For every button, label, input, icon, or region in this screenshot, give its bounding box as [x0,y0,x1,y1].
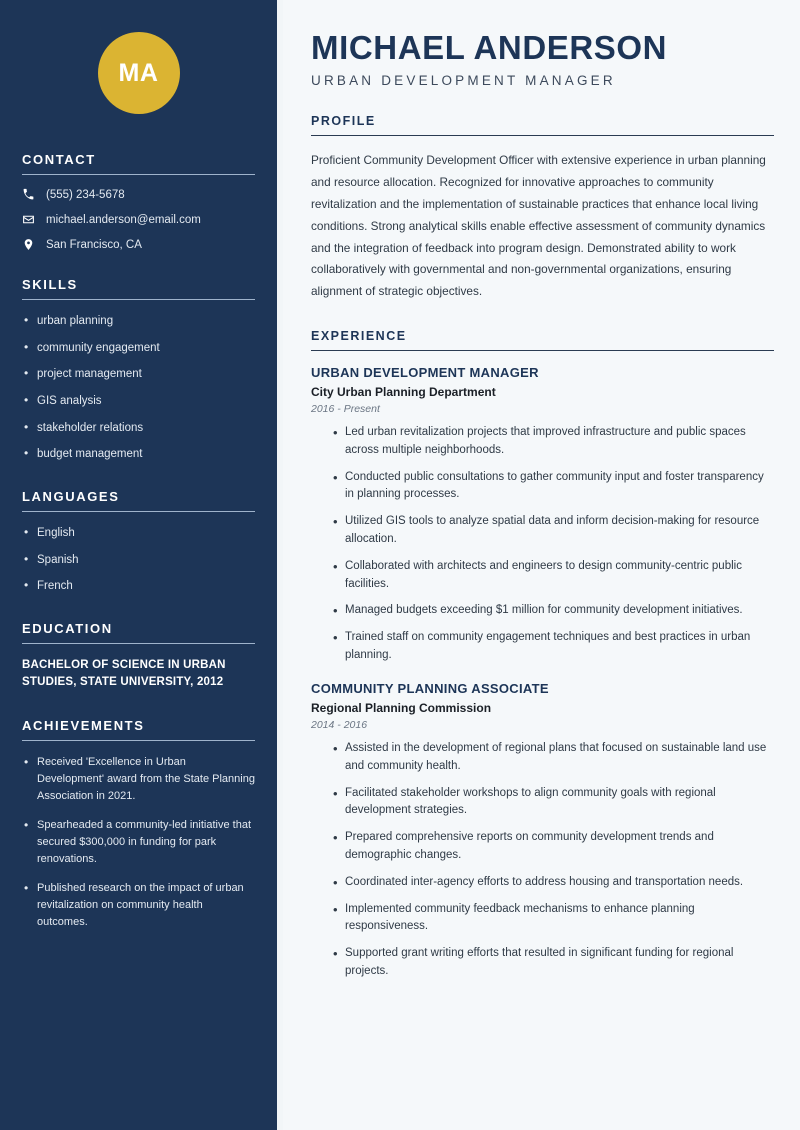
list-item: • stakeholder relations [22,420,255,437]
achievements-heading: ACHIEVEMENTS [22,717,145,733]
list-item: • community engagement [22,340,255,357]
avatar: MA [98,32,180,114]
section-profile [311,114,774,303]
experience-company: City Urban Planning Department [311,384,496,399]
sidebar-section-education [22,621,255,692]
list-item: • Spanish [22,552,255,569]
list-item: • Received 'Excellence in Urban Development' award from the State Planning Association in 2021. [22,754,255,805]
education-degree: BACHELOR OF SCIENCE IN URBAN STUDIES, STATE UNIVERSITY, 2012 [22,659,226,689]
education-divider [22,643,255,644]
list-item: • GIS analysis [22,393,255,410]
list-item: • Assisted in the development of regional plans that focused on sustainable land use and community health. [333,740,774,776]
sidebar-section-languages [22,489,255,595]
contact-heading: CONTACT [22,152,96,167]
skills-divider [22,299,255,300]
list-item: • Collaborated with architects and engineers to design community-centric public facilities. [333,558,774,594]
list-item: • Led urban revitalization projects that improved infrastructure and public spaces across multiple neighborhoods. [333,424,774,460]
sidebar [0,0,277,1130]
list-item: • project management [22,366,255,383]
list-item: • Supported grant writing efforts that resulted in significant funding for regional projects. [333,945,774,981]
experience-entry [311,365,774,665]
list-item: • Coordinated inter-agency efforts to address housing and transportation needs. [333,874,774,892]
achievements-list [22,754,255,931]
experience-company: Regional Planning Commission [311,700,492,715]
map-pin-icon [22,238,35,251]
experience-role: URBAN DEVELOPMENT MANAGER [311,364,539,380]
contact-email-row[interactable] [22,213,255,226]
experience-entry [311,681,774,981]
section-experience [311,329,774,981]
contact-location-text: San Francisco, CA [46,238,142,251]
avatar-container [22,0,255,152]
phone-icon [22,188,35,201]
profile-text: Proficient Community Development Officer with extensive experience in urban planning and resource allocation. Recognized for innovative approaches to community revitalization and the implementation of sustainable practices that enhance local living conditions. Strong analytical skills enable effective assessment of community dynamics and the integration of feedback into program design. Demonstrated ability to work collaboratively with governmental and non-governmental organizations, ensuring alignment of strategic objectives. [311,153,766,299]
contact-divider [22,174,255,175]
sidebar-section-skills [22,277,255,463]
main-column [283,0,800,1130]
list-item: • budget management [22,446,255,463]
list-item: • Utilized GIS tools to analyze spatial data and inform decision-making for resource allocation. [333,513,774,549]
contact-email-text: michael.anderson@email.com [46,213,201,226]
list-item: • Prepared comprehensive reports on community development trends and demographic changes. [333,829,774,865]
list-item: • Published research on the impact of urban revitalization on community health outcomes. [22,880,255,931]
page-title: MICHAEL ANDERSON [311,29,668,66]
skills-list [22,313,255,463]
skills-heading: SKILLS [22,277,78,292]
list-item: • Facilitated stakeholder workshops to align community goals with regional development strategies. [333,785,774,821]
list-item: • Managed budgets exceeding $1 million for community development initiatives. [333,602,774,620]
profile-divider [311,135,774,136]
profile-heading: PROFILE [311,114,376,129]
list-item: • English [22,525,255,542]
experience-dates: 2016 - Present [311,402,380,415]
experience-dates: 2014 - 2016 [311,718,368,731]
experience-heading: EXPERIENCE [311,328,407,343]
languages-list [22,525,255,595]
education-heading: EDUCATION [22,621,113,637]
contact-phone-row[interactable] [22,188,255,201]
achievements-divider [22,740,255,741]
experience-bullets [311,424,774,665]
languages-divider [22,511,255,512]
sidebar-section-achievements [22,718,255,931]
job-title-subheading: URBAN DEVELOPMENT MANAGER [311,73,616,89]
list-item: • Trained staff on community engagement techniques and best practices in urban planning. [333,629,774,665]
experience-divider [311,350,774,351]
contact-phone-text: (555) 234-5678 [46,188,125,201]
languages-heading: LANGUAGES [22,489,120,505]
list-item: • urban planning [22,313,255,330]
experience-bullets [311,740,774,981]
sidebar-section-contact [22,152,255,251]
experience-role: COMMUNITY PLANNING ASSOCIATE [311,680,549,696]
list-item: • Spearheaded a community-led initiative that secured $300,000 in funding for park renovations. [22,817,255,868]
list-item: • Conducted public consultations to gather community input and foster transparency in planning processes. [333,469,774,505]
contact-location-row[interactable] [22,238,255,251]
list-item: • Implemented community feedback mechanisms to enhance planning responsiveness. [333,901,774,937]
list-item: • French [22,578,255,595]
envelope-icon [22,213,35,226]
